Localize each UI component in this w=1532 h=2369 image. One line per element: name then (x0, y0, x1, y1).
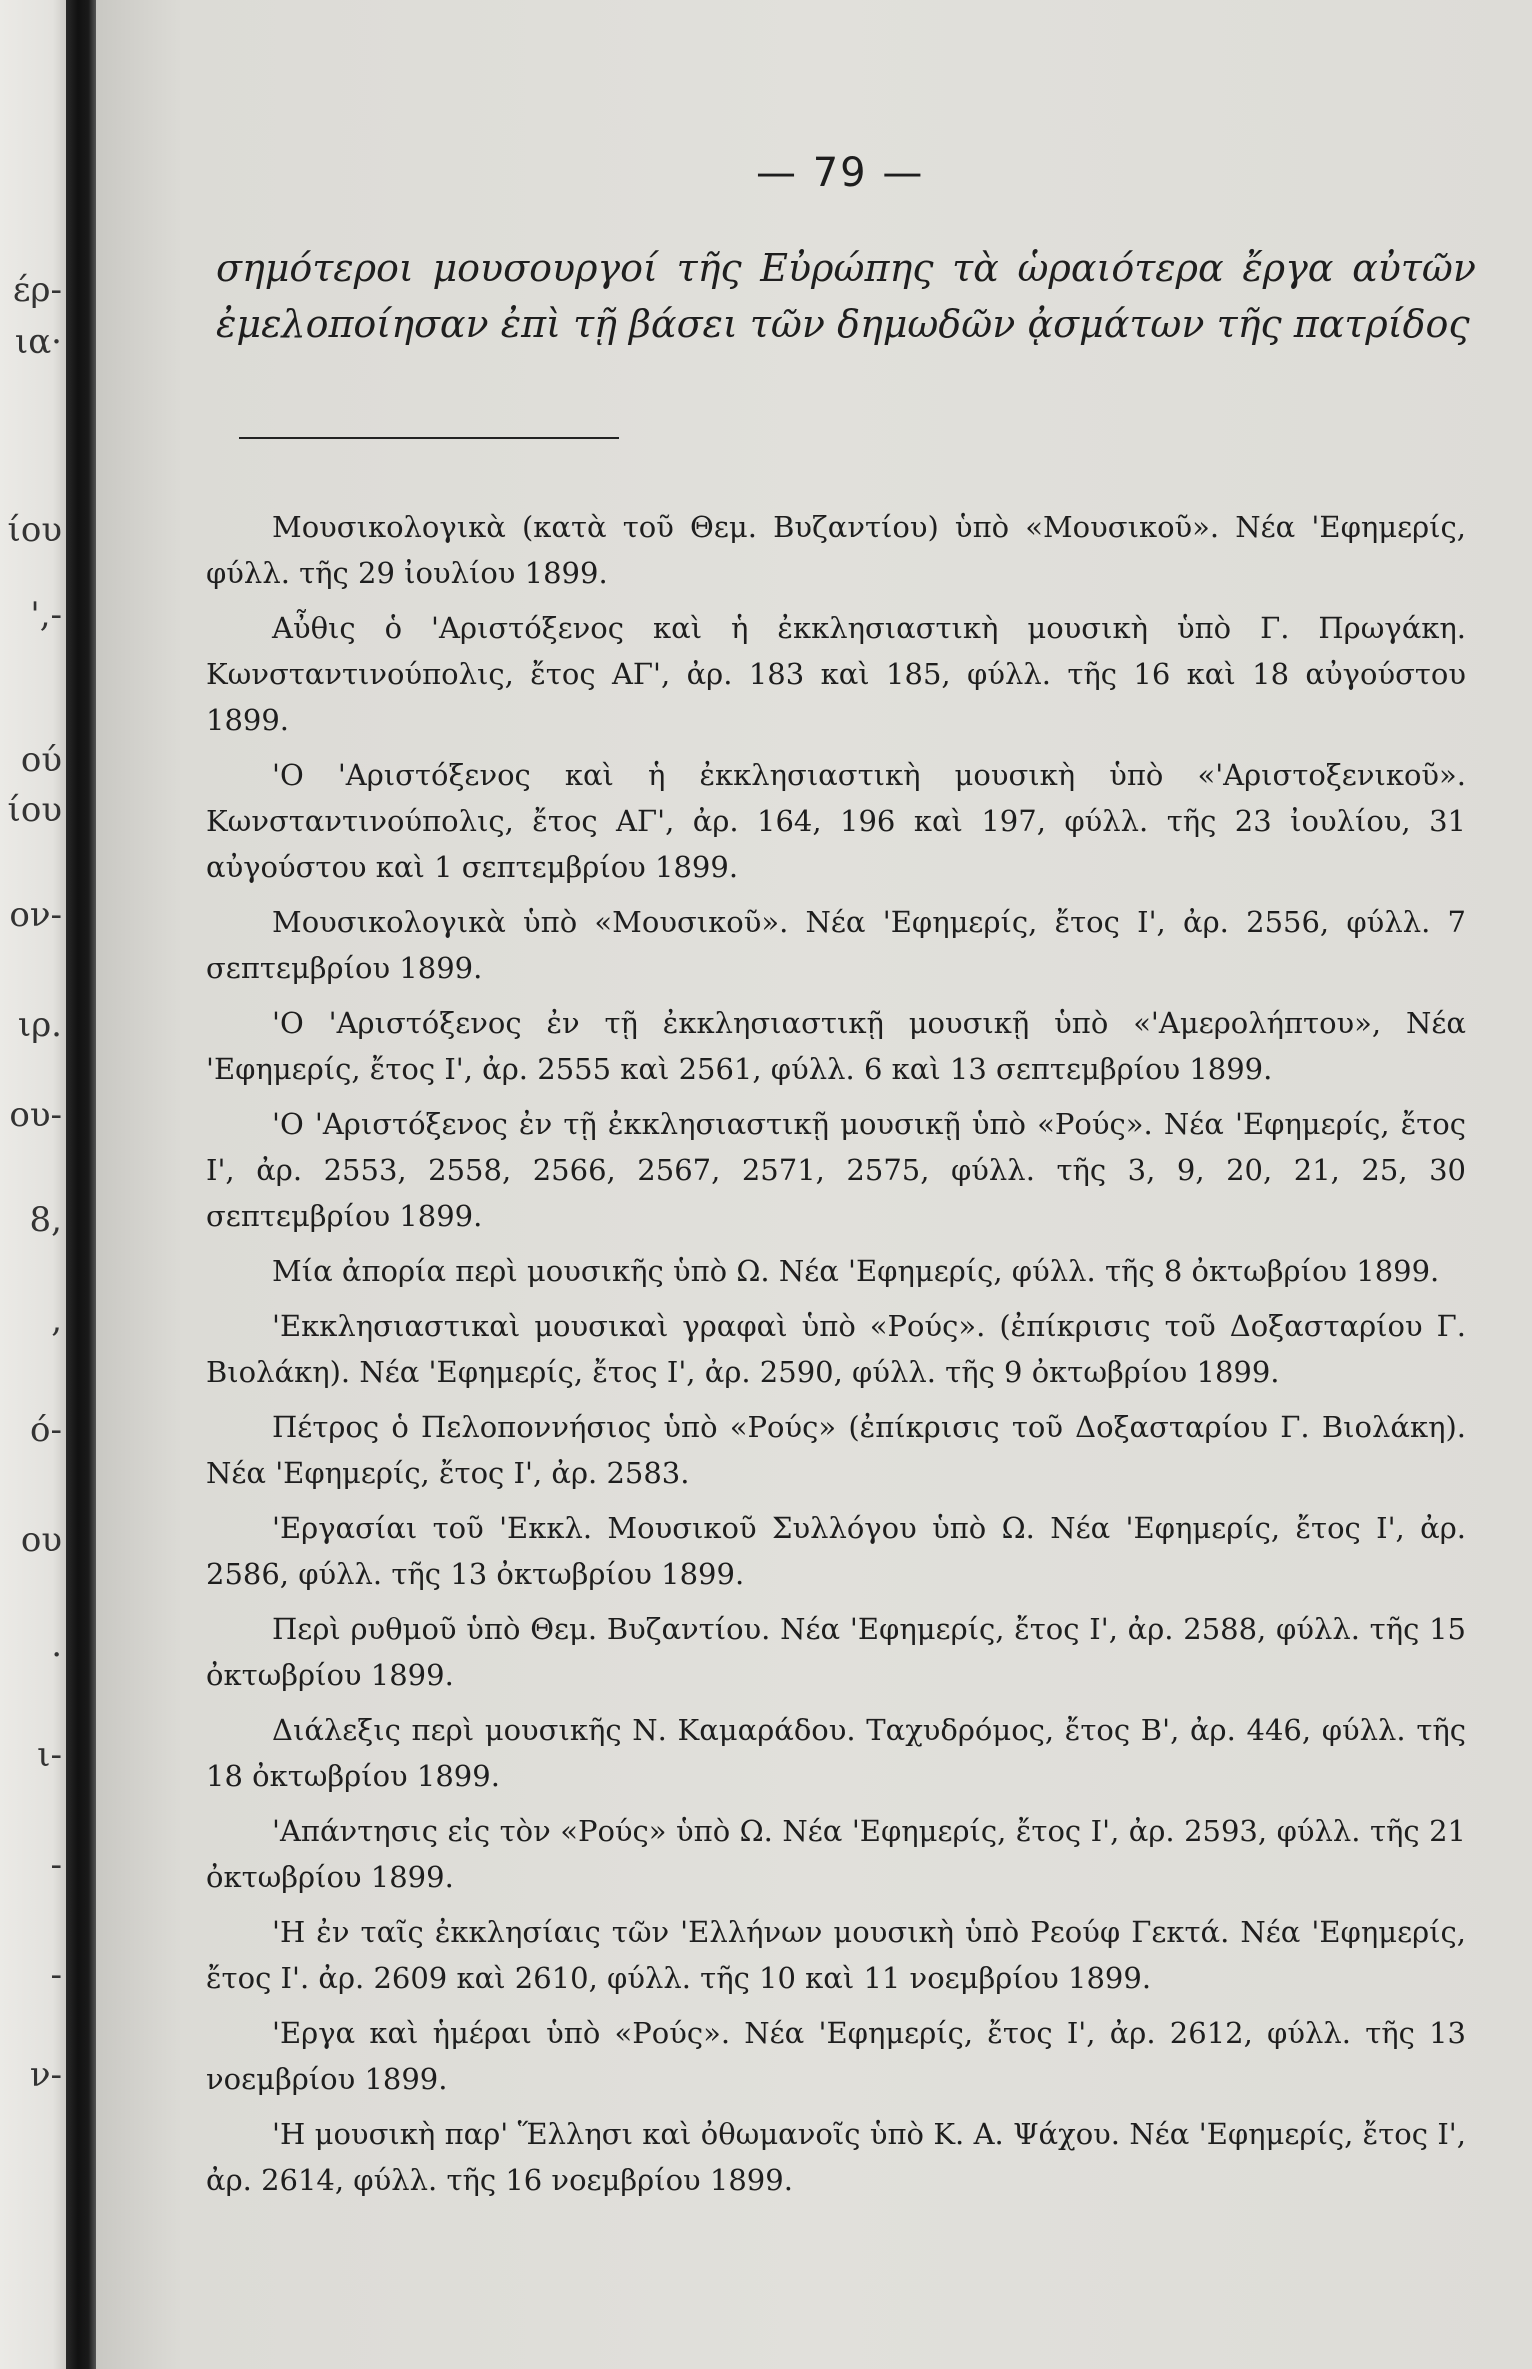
margin-fragment: , (51, 1300, 62, 1340)
reference-item: 'Εργα καὶ ἡμέραι ὑπὸ «Ρούς». Νέα 'Εφημερίς, ἔτος Ι', ἀρ. 2612, φύλλ. τῆς 13 νοεμβρίου 1899. (206, 2016, 1466, 2096)
margin-fragment: έρ- (12, 270, 62, 310)
reference-item: Πέτρος ὁ Πελοποννήσιος ὑπὸ «Ρούς» (ἐπίκρισις τοῦ Δοξασταρίου Γ. Βιολάκη). Νέα 'Εφημερίς, ἔτος Ι', ἀρ. 2583. (206, 1410, 1466, 1490)
reference-item: 'Ο 'Αριστόξενος καὶ ἡ ἐκκλησιαστικὴ μουσικὴ ὑπὸ «'Αριστοξενικοῦ». Κωνσταντινούπολις, ἔτος ΑΓ', ἀρ. 164, 196 καὶ 197, φύλλ. τῆς 23 ἰουλίου, 31 αὐγούστου καὶ 1 σεπτεμβρίου 1899. (206, 758, 1466, 884)
reference-item: Μουσικολογικὰ ὑπὸ «Μουσικοῦ». Νέα 'Εφημερίς, ἔτος Ι', ἀρ. 2556, φύλλ. 7 σεπτεμβρίου 1899. (206, 905, 1466, 985)
margin-fragment: - (50, 1845, 62, 1885)
margin-fragment: ού (20, 740, 62, 780)
margin-fragment: ου- (9, 1095, 62, 1135)
margin-fragment: ίου (7, 790, 62, 830)
margin-fragment: ίου (7, 510, 62, 550)
margin-fragment: . (51, 1625, 62, 1665)
reference-item: Μουσικολογικὰ (κατὰ τοῦ Θεμ. Βυζαντίου) ὑπὸ «Μουσικοῦ». Νέα 'Εφημερίς, φύλλ. τῆς 29 ἰουλίου 1899. (206, 510, 1466, 590)
margin-fragment: ια· (14, 322, 62, 362)
book-spine (66, 0, 96, 2369)
reference-item: 'Εργασίαι τοῦ 'Εκκλ. Μουσικοῦ Συλλόγου ὑπὸ Ω. Νέα 'Εφημερίς, ἔτος Ι', ἀρ. 2586, φύλλ. τῆς 13 ὀκτωβρίου 1899. (206, 1511, 1466, 1591)
reference-list (206, 504, 1466, 2212)
body-text: σημότεροι μουσουργοί τῆς Εὐρώπης τὰ ὡραιότερα ἔργα αὐτῶν ἐμελοποίησαν ἐπὶ τῇ βάσει τῶν δημωδῶν ᾀσμάτων τῆς πατρίδος (216, 246, 1476, 346)
margin-fragment: ου (20, 1520, 62, 1560)
reference-item: Αὖθις ὁ 'Αριστόξενος καὶ ἡ ἐκκλησιαστικὴ μουσικὴ ὑπὸ Γ. Πρωγάκη. Κωνσταντινούπολις, ἔτος ΑΓ', ἀρ. 183 καὶ 185, φύλλ. τῆς 16 καὶ 18 αὐγούστου 1899. (206, 611, 1466, 737)
reference-item: 'Απάντησις εἰς τὸν «Ρούς» ὑπὸ Ω. Νέα 'Εφημερίς, ἔτος Ι', ἀρ. 2593, φύλλ. τῆς 21 ὀκτωβρίου 1899. (206, 1814, 1466, 1894)
footnote-rule (239, 437, 619, 439)
page (96, 0, 1532, 2369)
reference-item: 'Εκκλησιαστικαὶ μουσικαὶ γραφαὶ ὑπὸ «Ρούς». (ἐπίκρισις τοῦ Δοξασταρίου Γ. Βιολάκη). Νέα 'Εφημερίς, ἔτος Ι', ἀρ. 2590, φύλλ. τῆς 9 ὀκτωβρίου 1899. (206, 1309, 1466, 1389)
margin-fragment: ιρ. (17, 1005, 62, 1045)
reference-item: 'Η ἐν ταῖς ἐκκλησίαις τῶν 'Ελλήνων μουσικὴ ὑπὸ Ρεούφ Γεκτά. Νέα 'Εφημερίς, ἔτος Ι'. ἀρ. 2609 καὶ 2610, φύλλ. τῆς 10 καὶ 11 νοεμβρίου 1899. (206, 1915, 1466, 1995)
reference-item: 'Ο 'Αριστόξενος ἐν τῇ ἐκκλησιαστικῇ μουσικῇ ὑπὸ «'Αμερολήπτου», Νέα 'Εφημερίς, ἔτος Ι', ἀρ. 2555 καὶ 2561, φύλλ. 6 καὶ 13 σεπτεμβρίου 1899. (206, 1006, 1466, 1086)
left-margin-fragments (0, 0, 66, 2369)
margin-fragment: ν- (29, 2055, 62, 2095)
reference-item: 'Ο 'Αριστόξενος ἐν τῇ ἐκκλησιαστικῇ μουσικῇ ὑπὸ «Ρούς». Νέα 'Εφημερίς, ἔτος Ι', ἀρ. 2553, 2558, 2566, 2567, 2571, 2575, φύλλ. τῆς 3, 9, 20, 21, 25, 30 σεπτεμβρίου 1899. (206, 1107, 1466, 1233)
margin-fragment: ι- (37, 1735, 62, 1775)
reference-item: Περὶ ρυθμοῦ ὑπὸ Θεμ. Βυζαντίου. Νέα 'Εφημερίς, ἔτος Ι', ἀρ. 2588, φύλλ. τῆς 15 ὀκτωβρίου 1899. (206, 1612, 1466, 1692)
margin-fragment: ό- (30, 1410, 62, 1450)
margin-fragment: 8, (29, 1200, 62, 1240)
margin-fragment: ον- (9, 895, 62, 935)
reference-item: 'Η μουσικὴ παρ' Ἕλλησι καὶ ὀθωμανοῖς ὑπὸ Κ. Α. Ψάχου. Νέα 'Εφημερίς, ἔτος Ι', ἀρ. 2614, φύλλ. τῆς 16 νοεμβρίου 1899. (206, 2117, 1466, 2197)
reference-item: Μία ἀπορία περὶ μουσικῆς ὑπὸ Ω. Νέα 'Εφημερίς, φύλλ. τῆς 8 ὀκτωβρίου 1899. (272, 1254, 1440, 1288)
page-number: — 79 — (756, 150, 925, 196)
margin-fragment: - (50, 1955, 62, 1995)
reference-item: Διάλεξις περὶ μουσικῆς Ν. Καμαράδου. Ταχυδρόμος, ἔτος Β', ἀρ. 446, φύλλ. τῆς 18 ὀκτωβρίου 1899. (206, 1713, 1466, 1793)
margin-fragment: ',- (30, 595, 62, 635)
